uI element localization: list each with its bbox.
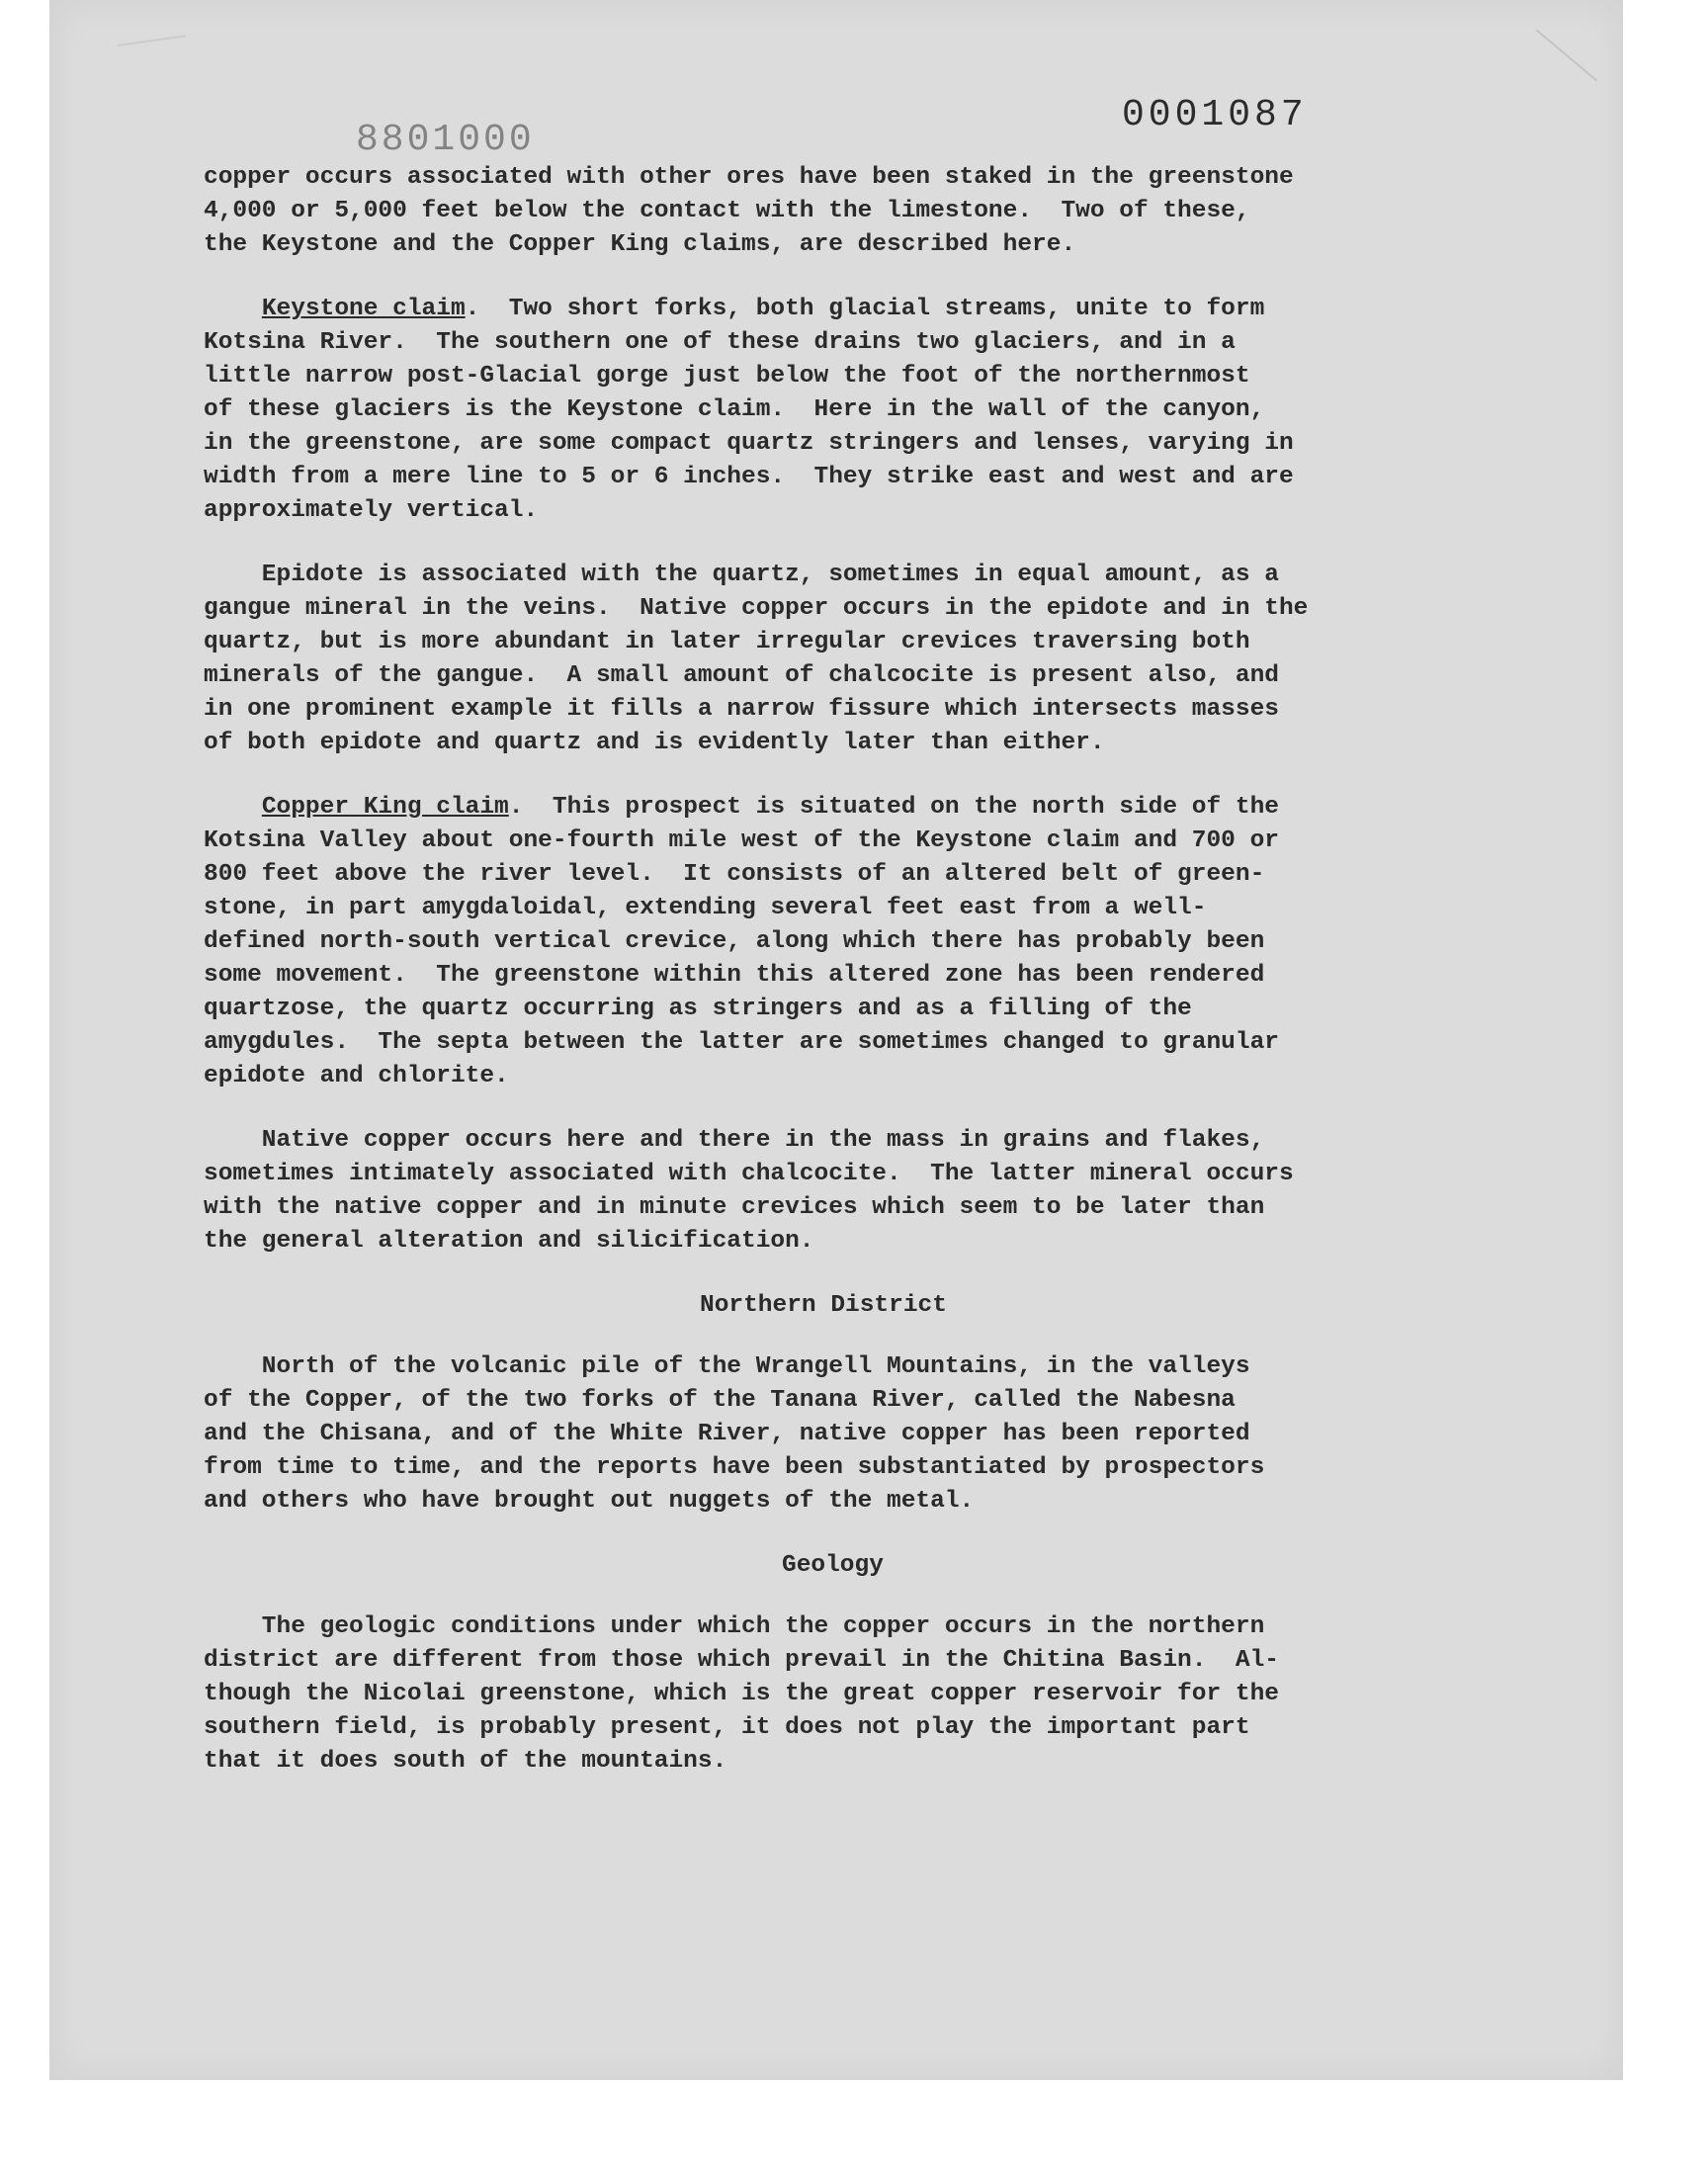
- copper-king-claim-heading: Copper King claim: [261, 794, 509, 821]
- heading-northern-district: Northern District: [700, 1292, 947, 1319]
- heading-geology: Geology: [782, 1552, 884, 1579]
- paragraph-geology: The geologic conditions under which the copper occurs in the northern district are different from those which prevail in the Chitina Basin. Al- though the Nicolai greenstone, which is the great copper reservoir for the southern field, is probably present, it does not play the important part that it does south of the mountains.: [204, 1613, 1279, 1775]
- paragraph-copper-king: [204, 791, 1489, 1093]
- document-body: [204, 161, 1489, 1809]
- page-number-stamp: 0001087: [1122, 94, 1308, 136]
- paragraph-epidote: Epidote is associated with the quartz, sometimes in equal amount, as a gangue mineral in the veins. Native copper occurs in the epidote and in the quartz, but is more abundant in later irregular crevices traversing both minerals of the gangue. A small amount of chalcocite is present also, and in one prominent example it fills a narrow fissure which intersects masses of both epidote and quartz and is evidently later than either.: [204, 562, 1309, 756]
- keystone-claim-heading: Keystone claim: [261, 296, 466, 322]
- paragraph-keystone: [204, 293, 1489, 528]
- keystone-text: . Two short forks, both glacial streams, unite to form Kotsina River. The southern one of these drains two glaciers, and in a little narrow post-Glacial gorge just below the foot of the northernmost of these glaciers is the Keystone claim. Here in the wall of the canyon, in the greenstone, are some compact quartz stringers and lenses, varying in width from a mere line to 5 or 6 inches. They strike east and west and are approximately vertical.: [204, 296, 1294, 524]
- copper-king-text: . This prospect is situated on the north side of the Kotsina Valley about one-fourth mile west of the Keystone claim and 700 or 800 feet above the river level. It consists of an altered belt of green- stone, in part amygdaloidal, extending several feet east from a well- defined north-south vertical crevice, along which there has probably been some movement. The greenstone within this altered zone has been rendered quartzose, the quartz occurring as stringers and as a filling of the amygdules. The septa between the latter are sometimes changed to granular epidote and chlorite.: [204, 794, 1279, 1089]
- paragraph-northern: North of the volcanic pile of the Wrangell Mountains, in the valleys of the Copper, of the two forks of the Tanana River, called the Nabesna and the Chisana, and of the White River, native copper has been reported from time to time, and the reports have been substantiated by prospectors and others who have brought out nuggets of the metal.: [204, 1353, 1265, 1515]
- paragraph-1: copper occurs associated with other ores have been staked in the greenstone 4,000 or 5,000 feet below the contact with the limestone. Two of these, the Keystone and the Copper King claims, are described here.: [204, 164, 1294, 258]
- paragraph-native-copper: Native copper occurs here and there in the mass in grains and flakes, sometimes intimately associated with chalcocite. The latter mineral occurs with the native copper and in minute crevices which seem to be later than the general alteration and silicification.: [204, 1127, 1294, 1255]
- faint-number-stamp: 8801000: [356, 119, 535, 161]
